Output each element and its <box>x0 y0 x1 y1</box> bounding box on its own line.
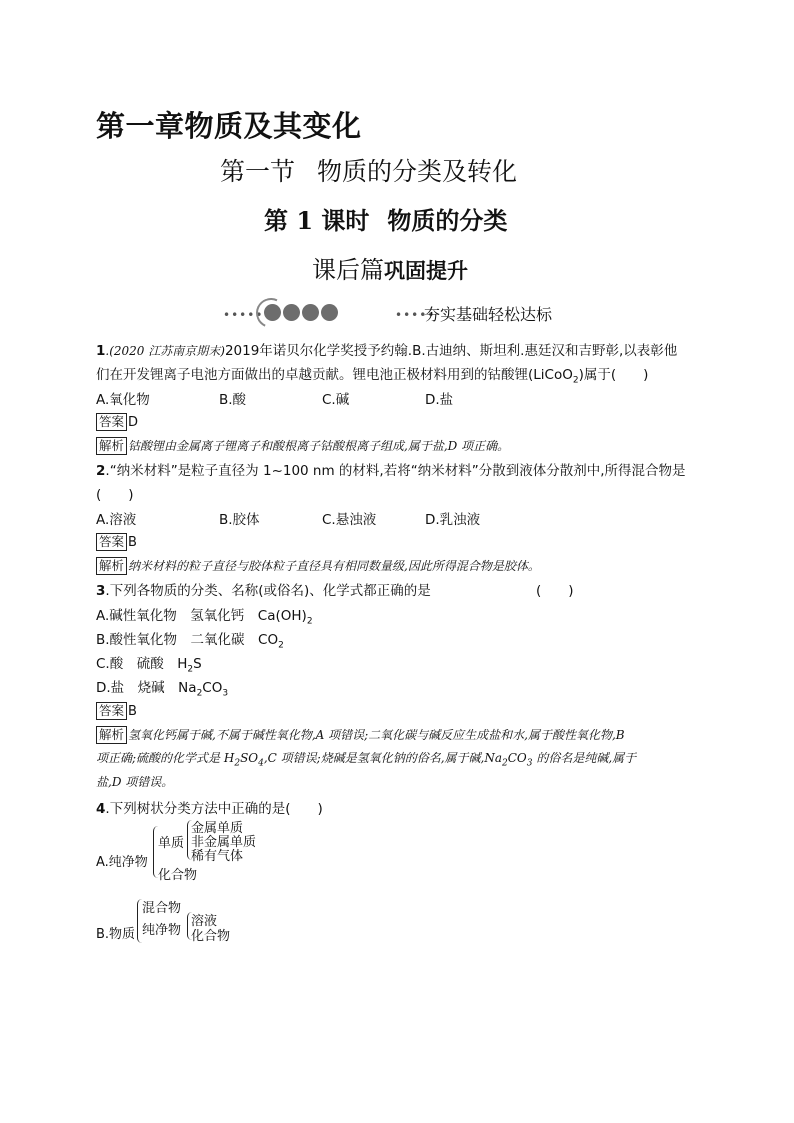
banner-text: 夯实基础轻松达标 <box>424 305 553 324</box>
q1-option-c: C.碱 <box>322 392 350 408</box>
banner-ball <box>321 304 338 321</box>
q4-b-branch-mixture: 混合物 <box>142 901 182 916</box>
q2-option-c: C.悬浊液 <box>322 512 377 528</box>
q4-b-root: B.物质 <box>96 927 136 942</box>
answer-label: 答案 <box>96 413 127 431</box>
consolidate-label: 巩固提升 <box>384 259 468 283</box>
banner-ball <box>283 304 300 321</box>
q1-analysis-row <box>96 435 509 455</box>
q3-analysis-1: 氢氧化钙属于碱,不属于碱性氧化物,A 项错误;二氧化碳与碱反应生成盐和水,属于酸性氧化物,B <box>128 728 625 742</box>
q3-text: .下列各物质的分类、名称(或俗名)、化学式都正确的是 <box>105 583 431 599</box>
q1-line2 <box>96 363 648 386</box>
q3-analysis-2: 项正确;硫酸的化学式是 $H_2SO_4,C$ 项错误;烧碱是氢氧化钠的俗名,属于碱$,Na_2CO_3$ 的俗名是纯碱,属于 <box>96 751 637 769</box>
q2-analysis-row <box>96 555 540 575</box>
q4-number: 4 <box>96 801 106 817</box>
analysis-label: 解析 <box>96 437 127 455</box>
q2-option-b: B.胶体 <box>219 512 260 528</box>
q1-option-a: A.氧化物 <box>96 392 150 408</box>
analysis-label: 解析 <box>96 557 127 575</box>
q3-stem <box>96 579 431 599</box>
q3-answer: B <box>128 704 137 719</box>
banner-dots-right: ••••• <box>395 308 436 322</box>
q4-a-leaf-noble-gas: 稀有气体 <box>191 849 244 864</box>
q3-option-c: C.酸 硫酸 $H_2S$ <box>96 656 202 675</box>
q1-text-1: 2019年诺贝尔化学奖授予约翰.B.古迪纳、斯坦利.惠廷汉和吉野彰,以表彰他 <box>224 343 678 359</box>
q1-subscript: 2 <box>572 375 579 386</box>
q3-analysis-row <box>96 724 625 744</box>
q3-option-d: D.盐 烧碱 $Na_2CO_3$ <box>96 680 229 699</box>
q2-line2: ( ) <box>96 487 134 503</box>
q4-b-leaf-compound: 化合物 <box>191 929 231 944</box>
q3-answer-row <box>96 700 137 720</box>
lesson-number: 第 1 课时 <box>264 206 370 235</box>
q2-analysis: 纳米材料的粒子直径与胶体粒子直径具有相同数量级,因此所得混合物是胶体。 <box>128 559 540 573</box>
lesson-name: 物质的分类 <box>387 206 508 235</box>
section-number: 第一节 <box>220 157 296 186</box>
q1-paren: )属于( ) <box>578 367 649 383</box>
chapter-title: 第一章物质及其变化 <box>96 109 362 143</box>
q4-a-branch-compound: 化合物 <box>158 868 198 883</box>
q3-paren: ( ) <box>536 583 574 599</box>
answer-label: 答案 <box>96 533 127 551</box>
q3-option-a: A.碱性氧化物 氢氧化钙 $Ca(OH)_2$ <box>96 608 313 627</box>
q2-option-a: A.溶液 <box>96 512 137 528</box>
lesson-title <box>264 201 507 236</box>
analysis-label: 解析 <box>96 726 127 744</box>
q4-a-branch-element: 单质 <box>158 836 185 851</box>
after-class-title <box>312 250 468 285</box>
q1-option-b: B.酸 <box>219 392 247 408</box>
q4-b-branch-pure: 纯净物 <box>142 923 182 938</box>
q1-option-d: D.盐 <box>425 392 454 408</box>
q2-answer-row <box>96 531 137 551</box>
banner-ball <box>302 304 319 321</box>
q4-b-leaf-solution: 溶液 <box>191 914 218 929</box>
q4-text: .下列树状分类方法中正确的是( ) <box>105 801 323 817</box>
banner-dots-left: ••••• <box>223 308 264 322</box>
q4-a-root: A.纯净物 <box>96 855 148 870</box>
section-title <box>220 152 517 188</box>
q1-source: .(2020 江苏南京期末) <box>105 344 225 358</box>
q1-line1 <box>96 339 677 359</box>
q1-analysis: 钴酸锂由金属离子锂离子和酸根离子钴酸根离子组成,属于盐,D 项正确。 <box>128 439 510 453</box>
q2-line1 <box>96 459 686 479</box>
section-name: 物质的分类及转化 <box>317 157 518 186</box>
q2-option-d: D.乳浊液 <box>425 512 481 528</box>
banner-ball <box>264 304 281 321</box>
after-class-label: 课后篇 <box>312 256 384 284</box>
q1-answer: D <box>128 415 139 430</box>
q4-a-leaf-metal: 金属单质 <box>191 821 244 836</box>
q1-number: 1 <box>96 343 106 359</box>
q4-stem <box>96 797 323 817</box>
q2-text-1: .“纳米材料”是粒子直径为 1~100 nm 的材料,若将“纳米材料”分散到液体分散剂中,所得混合物是 <box>105 463 686 479</box>
section-banner <box>223 296 583 326</box>
q4-a-leaf-nonmetal: 非金属单质 <box>191 835 257 850</box>
q3-option-b: B.酸性氧化物 二氧化碳 $CO_2$ <box>96 632 284 651</box>
q3-analysis-3: 盐,D 项错误。 <box>96 775 174 789</box>
answer-label: 答案 <box>96 702 127 720</box>
q1-answer-row <box>96 411 138 431</box>
q2-answer: B <box>128 535 137 550</box>
banner-balls-icon <box>256 298 356 324</box>
q1-text-2: 们在开发锂离子电池方面做出的卓越贡献。锂电池正极材料用到的钴酸锂(LiCoO <box>96 367 573 383</box>
q3-number: 3 <box>96 583 106 599</box>
q2-number: 2 <box>96 463 106 479</box>
